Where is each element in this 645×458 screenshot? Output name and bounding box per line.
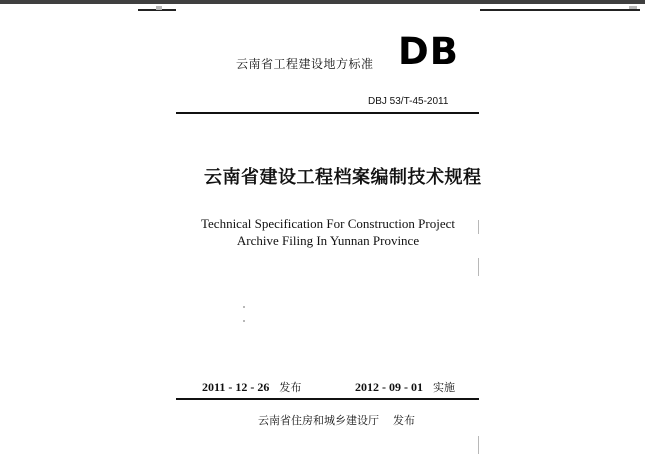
effective-label: 实施 [433, 381, 455, 394]
effective-date-row [355, 379, 455, 395]
document-title-english-line-1: Technical Specification For Construction Project [201, 216, 455, 231]
scan-artifact [478, 436, 479, 454]
effective-date: 2012 - 09 - 01 [355, 380, 423, 394]
publisher-action: 发布 [393, 414, 415, 427]
standard-category-label: 云南省工程建设地方标准 [236, 57, 374, 71]
header-divider [176, 112, 479, 114]
document-title-english-line-2: Archive Filing In Yunnan Province [236, 233, 420, 248]
scan-artifact [156, 6, 162, 10]
publisher-line [258, 412, 415, 428]
scan-artifact [243, 306, 245, 308]
issue-date: 2011 - 12 - 26 [202, 380, 270, 394]
document-number: DBJ 53/T-45-2011 [368, 96, 449, 107]
document-title-chinese: 云南省建设工程档案编制技术规程 [204, 167, 482, 188]
issue-label: 发布 [279, 381, 302, 394]
scan-artifact [629, 6, 637, 9]
db-standard-logo: DB [398, 30, 459, 73]
footer-divider [176, 398, 479, 400]
scan-artifact [478, 258, 479, 276]
publisher-name: 云南省住房和城乡建设厅 [258, 414, 379, 427]
issue-date-row [202, 379, 301, 395]
scan-artifact [243, 320, 245, 322]
scan-top-border [0, 0, 645, 4]
scan-edge-mark-right [480, 9, 640, 11]
scan-artifact [478, 220, 479, 234]
